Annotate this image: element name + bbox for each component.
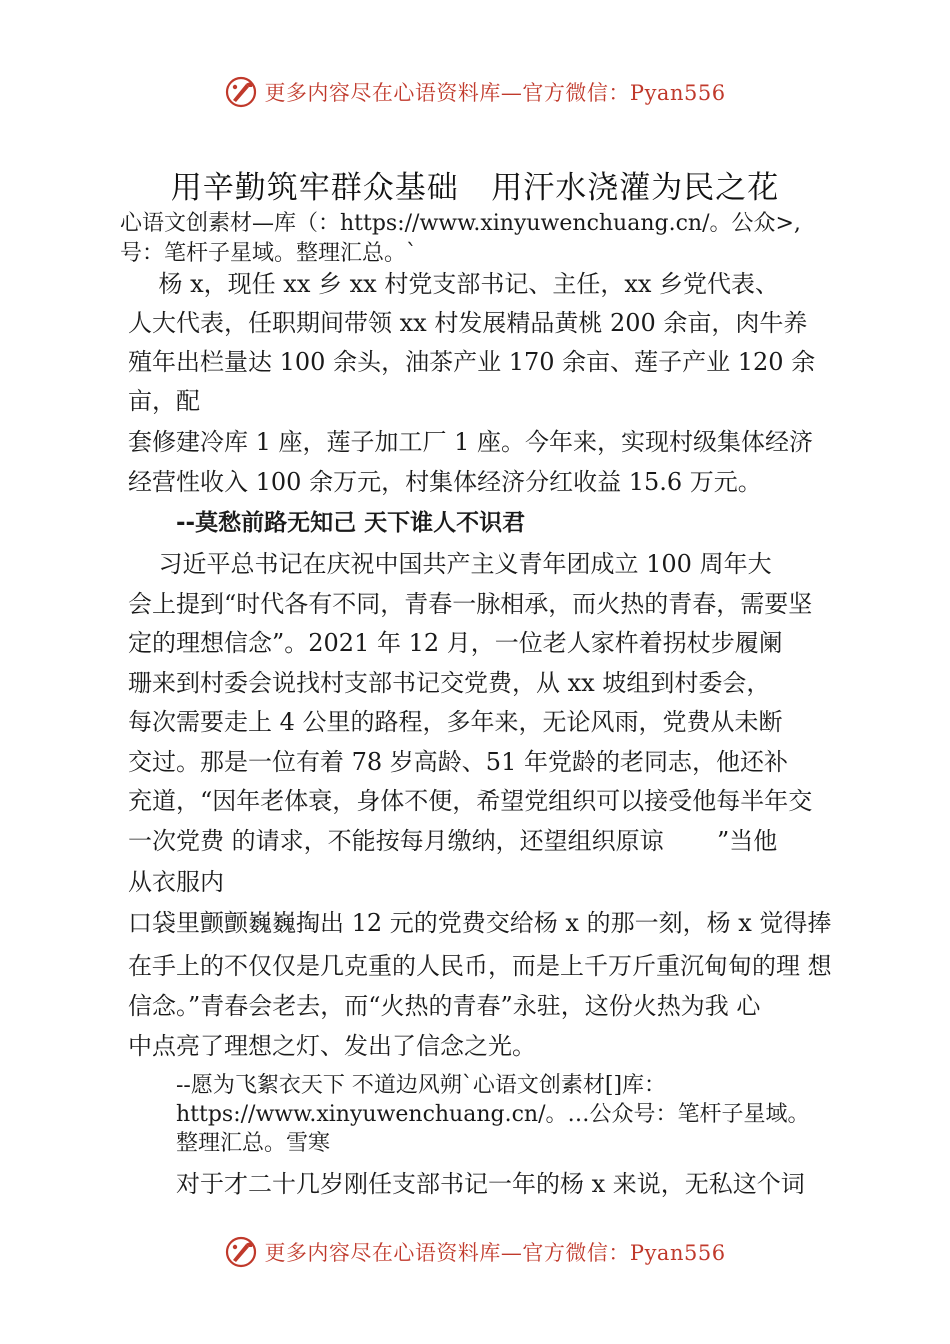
source-note-line: 号：笔杆子星域。整理汇总。`	[120, 241, 418, 266]
paragraph-line: 珊来到村委会说找村支部书记交党费，从 xx 坡组到村委会，	[128, 669, 771, 697]
paragraph-line: 交过。那是一位有着 78 岁高龄、51 年党龄的老同志，他还补	[128, 748, 788, 776]
paragraph-line: 口袋里颤颤巍巍掏出 12 元的党费交给杨 x 的那一刻，杨 x 觉得捧	[128, 909, 832, 937]
footer-banner	[0, 1230, 950, 1274]
paragraph-line: 杨 x，现任 xx 乡 xx 村党支部书记、主任，xx 乡党代表、	[128, 270, 780, 298]
paragraph-line: 充道，“因年老体衰，身体不便，希望党组织可以接受他每半年交	[128, 787, 813, 815]
paragraph-line: 会上提到“时代各有不同，青春一脉相承，而火热的青春，需要坚	[128, 590, 813, 618]
paragraph-line: 中点亮了理想之灯、发出了信念之光。	[128, 1032, 536, 1060]
paragraph-line: 习近平总书记在庆祝中国共产主义青年团成立 100 周年大	[128, 550, 772, 578]
paragraph-line: 信念。”青春会老去，而“火热的青春”永驻，这份火热为我 心	[128, 992, 761, 1020]
paragraph-line: 套修建冷库 1 座，莲子加工厂 1 座。今年来，实现村级集体经济	[128, 428, 814, 456]
header-banner	[0, 70, 950, 114]
section-heading: --愿为飞絮衣天下 不道边风朔`心语文创素材[]库：	[176, 1073, 667, 1098]
quill-seal-icon	[224, 75, 258, 109]
paragraph-line: 殖年出栏量达 100 余头，油茶产业 170 余亩、莲子产业 120 余	[128, 348, 816, 376]
paragraph-line: 经营性收入 100 余万元，村集体经济分红收益 15.6 万元。	[128, 468, 762, 496]
section-heading: 整理汇总。雪寒	[176, 1131, 331, 1156]
paragraph-line: 人大代表，任职期间带领 xx 村发展精品黄桃 200 余亩，肉牛养	[128, 309, 808, 337]
paragraph-line: 对于才二十几岁刚任支部书记一年的杨 x 来说，无私这个词	[176, 1170, 805, 1198]
paragraph-line: 亩，配	[128, 387, 200, 415]
footer-banner-text: 更多内容尽在心语资料库—官方微信：Pyan556	[264, 1241, 726, 1265]
section-heading: https://www.xinyuwenchuang.cn/。…公众号：笔杆子星域。	[176, 1102, 810, 1127]
section-heading: --莫愁前路无知己 天下谁人不识君	[176, 510, 526, 536]
source-note-line: 心语文创素材—库（：https://www.xinyuwenchuang.cn/。公众>,	[120, 211, 801, 236]
document-title: 用辛勤筑牢群众基础 用汗水浇灌为民之花	[170, 170, 780, 206]
paragraph-line: 一次党费 的请求，不能按每月缴纳，还望组织原谅 ”当他	[128, 827, 778, 855]
paragraph-line: 从衣服内	[128, 868, 224, 896]
paragraph-line: 在手上的不仅仅是几克重的人民币，而是上千万斤重沉甸甸的理 想	[128, 952, 832, 980]
quill-seal-icon	[224, 1235, 258, 1269]
header-banner-text: 更多内容尽在心语资料库—官方微信：Pyan556	[264, 81, 726, 105]
paragraph-line: 每次需要走上 4 公里的路程，多年来，无论风雨，党费从未断	[128, 708, 783, 736]
paragraph-line: 定的理想信念”。2021 年 12 月，一位老人家杵着拐杖步履阑	[128, 629, 783, 657]
